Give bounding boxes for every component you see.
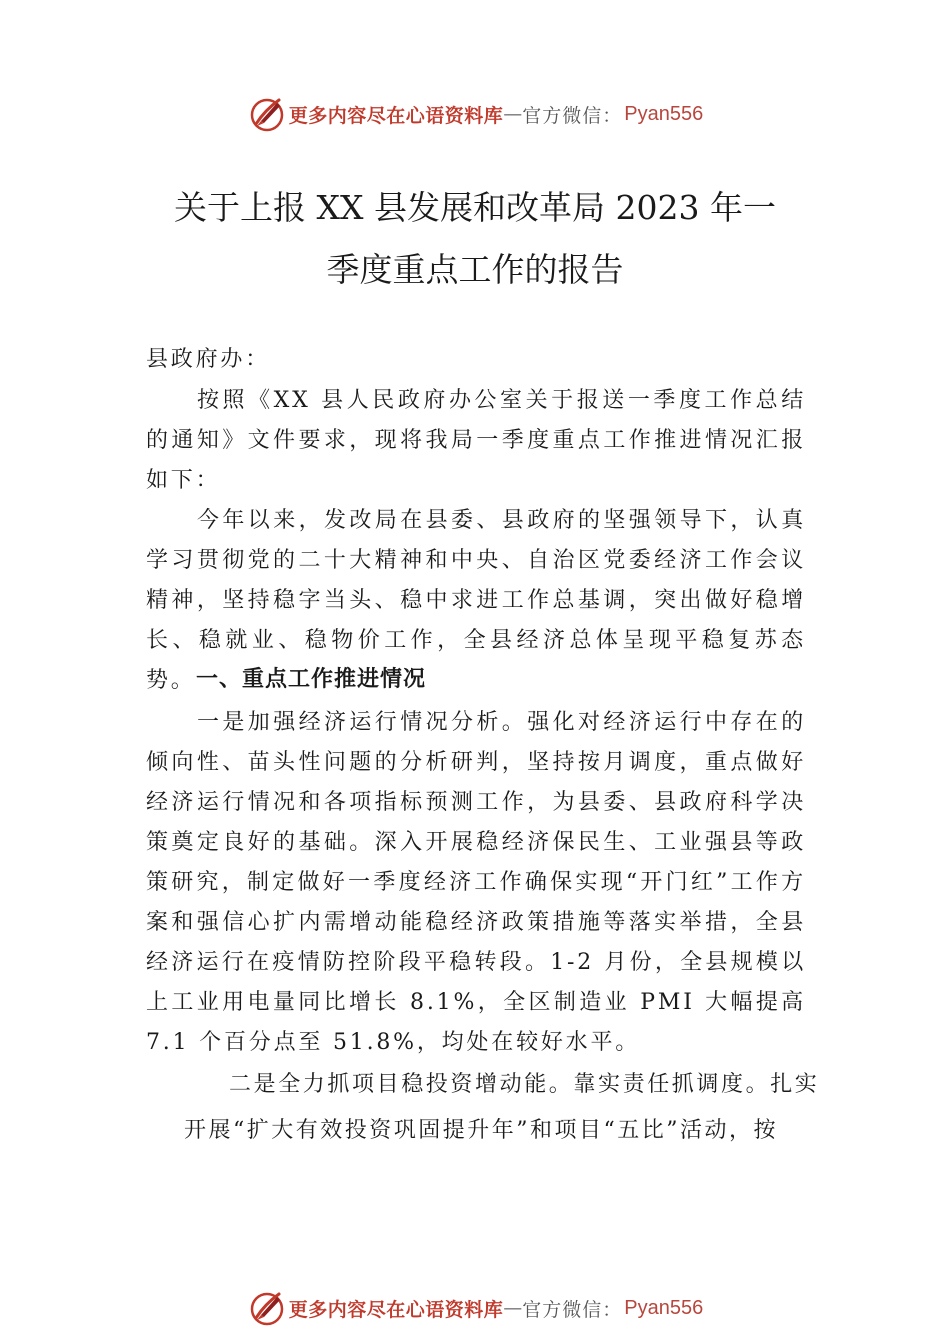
watermark-main-text: 更多内容尽在心语资料库 <box>288 104 504 127</box>
paragraph-4-line-2: 开展“扩大有效投资巩固提升年”和项目“五比”活动，按 <box>184 1118 778 1143</box>
paragraph-4-line-1: 二是全力抓项目稳投资增动能。靠实责任抓调度。扎实 <box>229 1072 820 1097</box>
salutation: 县政府办： <box>146 347 271 372</box>
paragraph-3: 一是加强经济运行情况分析。强化对经济运行中存在的倾向性、苗头性问题的分析研判，坚持按月调度，重点做好经济运行情况和各项指标预测工作，为县委、县政府科学决策奠定良好的基础。深入开展稳经济保民生、工业强县等政策研究，制定做好一季度经济工作确保实现“开门红”工作方案和强信心扩内需增动能稳经济政策措施等落实举措，全县经济运行在疫情防控阶段平稳转段。1-2 月份，全县规模以上工业用电量同比增长 8.1%，全区制造业 PMI 大幅提高 7.1 个百分点至 51.8%，均处在较好水平。 <box>146 710 806 1055</box>
document-title-line-2: 季度重点工作的报告 <box>326 250 624 289</box>
paragraph-1: 按照《XX 县人民政府办公室关于报送一季度工作总结的通知》文件要求，现将我局一季度重点工作推进情况汇报如下： <box>146 388 806 493</box>
watermark-wechat-label: 官方微信： <box>522 104 623 127</box>
watermark-banner-bottom <box>0 1286 950 1330</box>
watermark-separator: — <box>503 1297 523 1319</box>
watermark-separator: — <box>503 103 523 125</box>
watermark-banner-top <box>0 92 950 136</box>
pen-logo-icon <box>247 94 287 134</box>
watermark-wechat-id: Pyan556 <box>624 102 704 125</box>
watermark-wechat-label: 官方微信： <box>522 1298 623 1321</box>
pen-logo-icon <box>247 1288 287 1328</box>
paragraph-2: 今年以来，发改局在县委、县政府的坚强领导下，认真学习贯彻党的二十大精神和中央、自治区党委经济工作会议精神，坚持稳字当头、稳中求进工作总基调，突出做好稳增长、稳就业、稳物价工作，全县经济总体呈现平稳复苏态势。 <box>146 508 806 693</box>
watermark-wechat-id: Pyan556 <box>624 1296 704 1319</box>
document-title-line-1: 关于上报 XX 县发展和改革局 2023 年一 <box>174 188 776 227</box>
watermark-main-text: 更多内容尽在心语资料库 <box>288 1298 504 1321</box>
section-heading: 一、重点工作推进情况 <box>196 667 427 692</box>
